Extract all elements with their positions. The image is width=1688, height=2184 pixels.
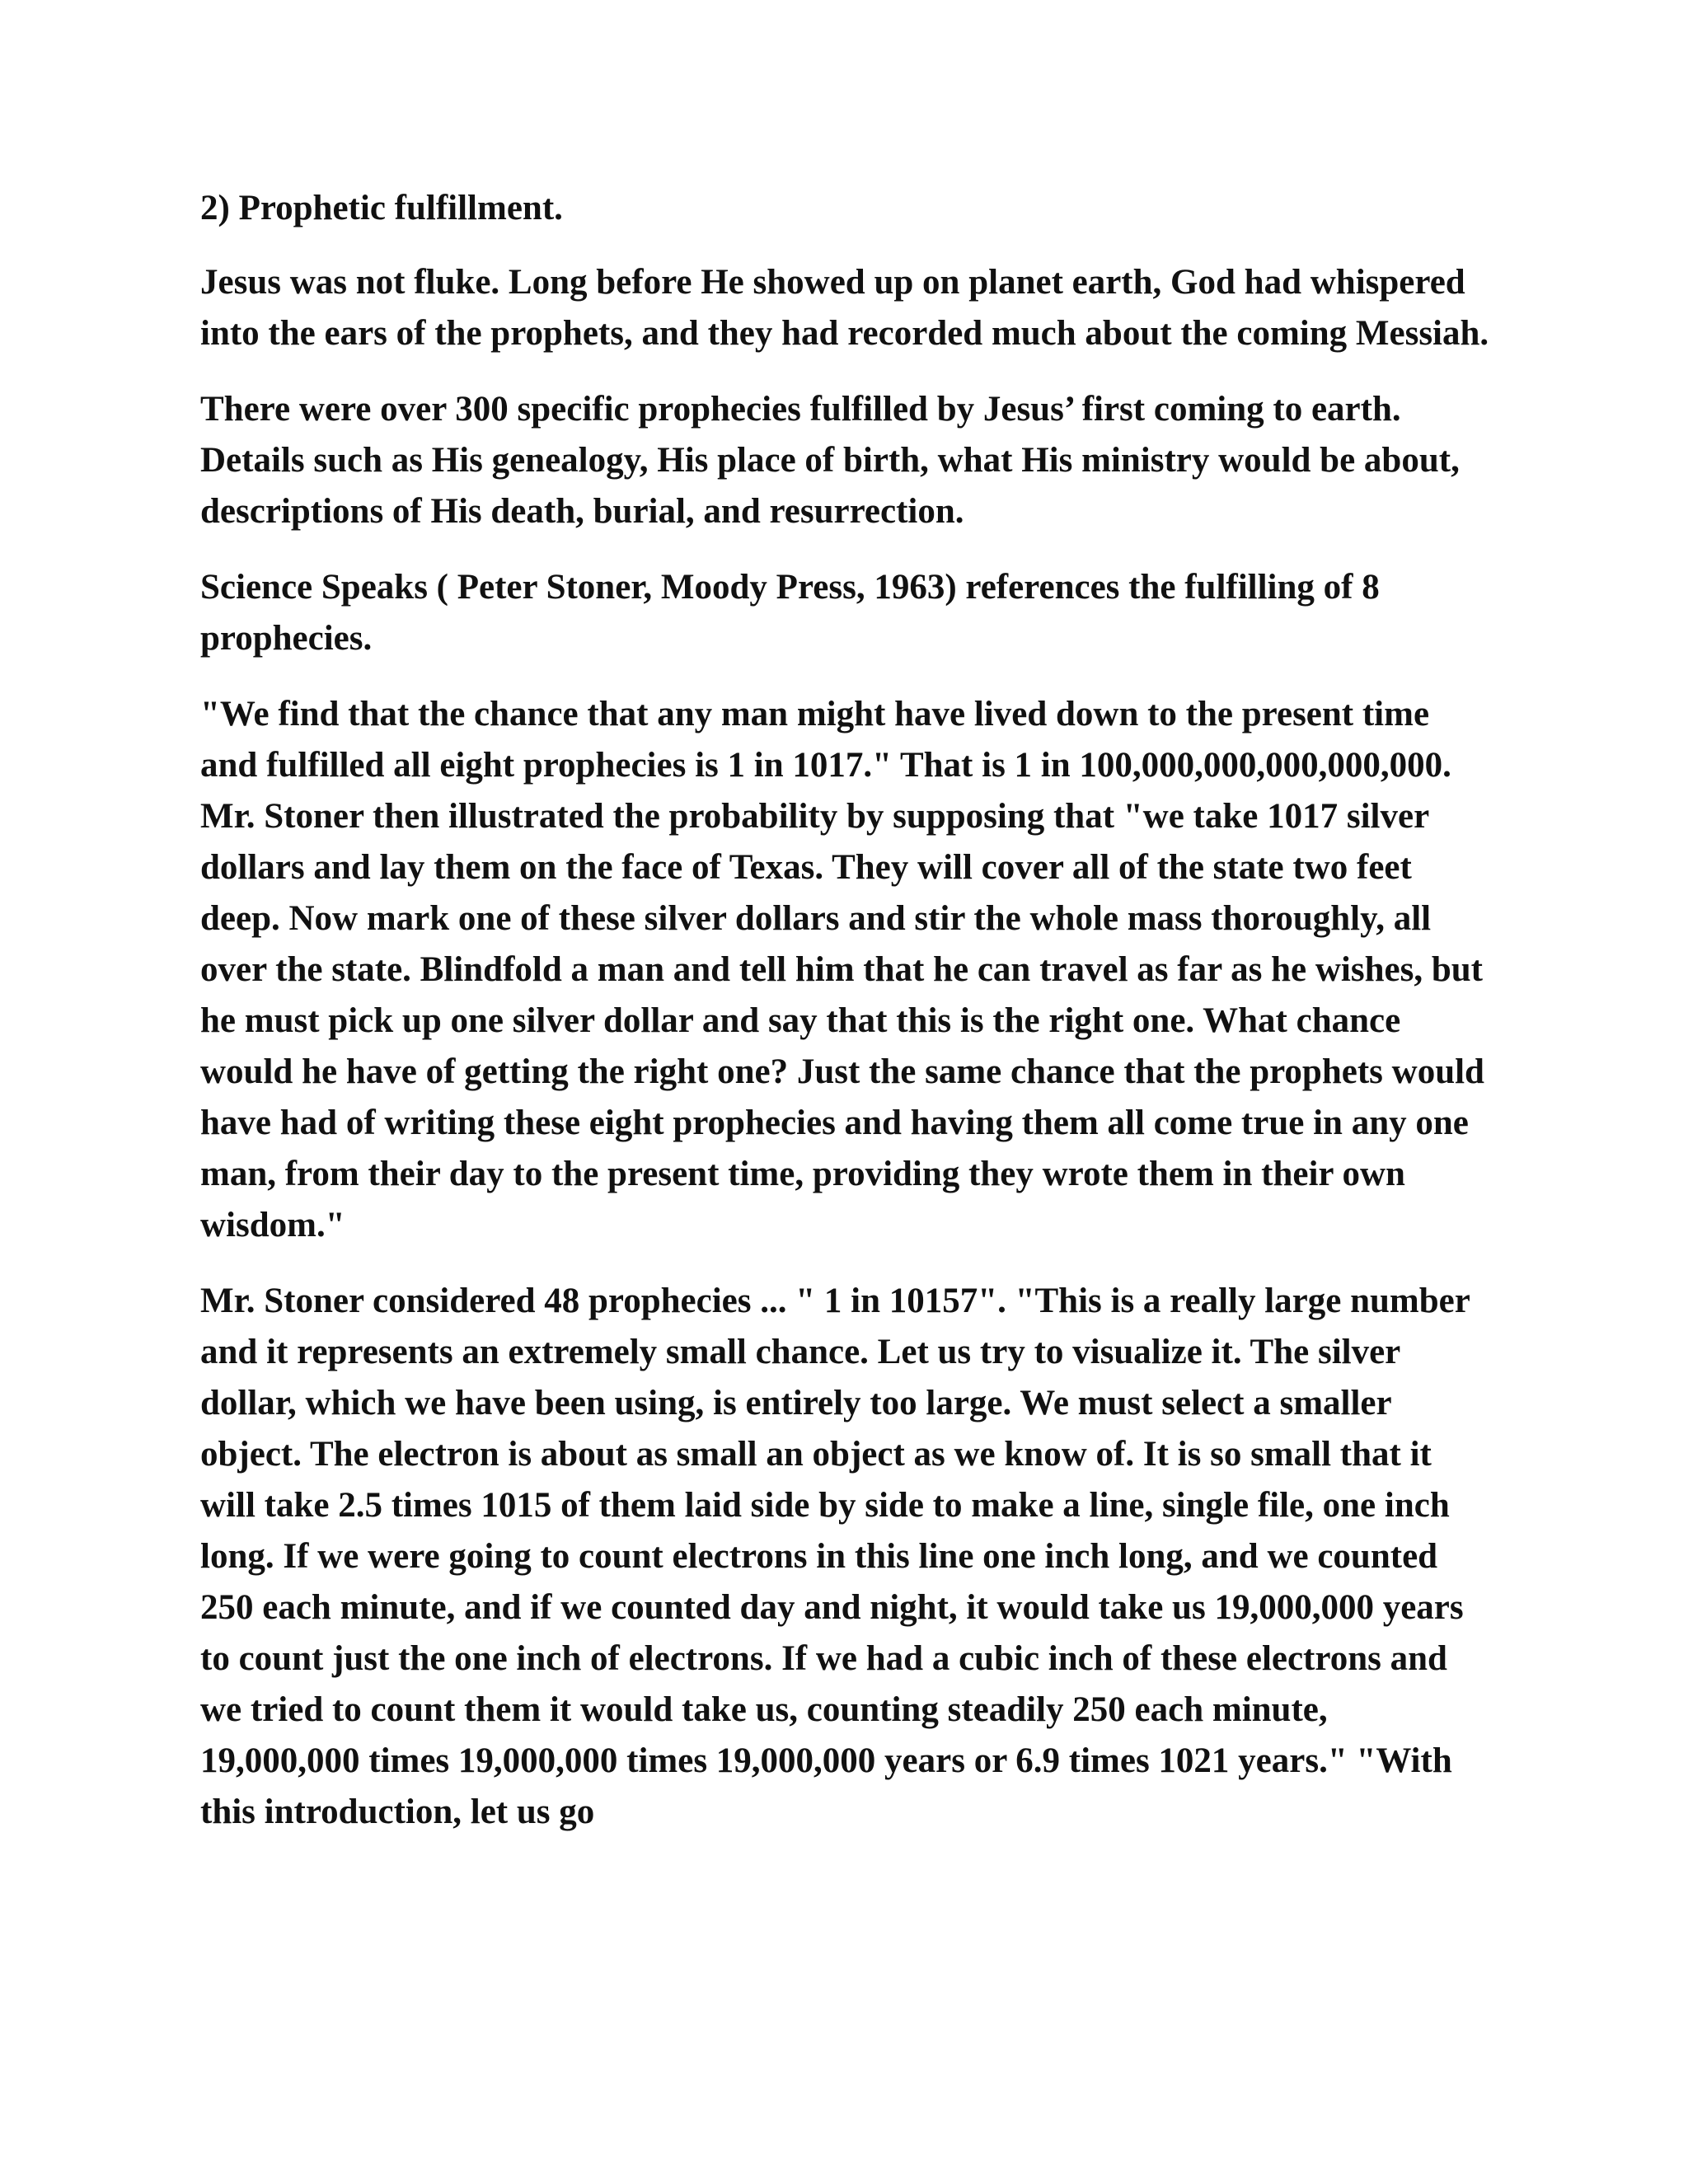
paragraph-source-reference: Science Speaks ( Peter Stoner, Moody Press, 1963) references the fulfilling of 8 prophecies.: [200, 568, 1380, 658]
section-heading: 2) Prophetic fulfillment.: [200, 189, 563, 227]
document-body: [200, 183, 1494, 1838]
paragraph-forty-eight-prophecies-quote: Mr. Stoner considered 48 prophecies ... " 1 in 10157". "This is a really large number and it represents an extremely small chance. Let us try to visualize it. The silver dollar, which we have been using, is entirely too large. We must select a smaller object. The electron is about as small an object as we know of. It is so small that it will take 2.5 times 1015 of them laid side by side to make a line, single file, one inch long. If we were going to count electrons in this line one inch long, and we counted 250 each minute, and if we counted day and night, it would take us 19,000,000 years to count just the one inch of electrons. If we had a cubic inch of these electrons and we tried to count them it would take us, counting steadily 250 each minute, 19,000,000 times 19,000,000 times 19,000,000 years or 6.9 times 1021 years." "With this introduction, let us go: [200, 1282, 1470, 1831]
paragraph-eight-prophecies-quote: "We find that the chance that any man might have lived down to the present time and fulfilled all eight prophecies is 1 in 1017." That is 1 in 100,000,000,000,000,000. Mr. Stoner then illustrated the probability by supposing that "we take 1017 silver dollars and lay them on the face of Texas. They will cover all of the state two feet deep. Now mark one of these silver dollars and stir the whole mass thoroughly, all over the state. Blindfold a man and tell him that he can travel as far as he wishes, but he must pick up one silver dollar and say that this is the right one. What chance would he have of getting the right one? Just the same chance that the prophets would have had of writing these eight prophecies and having them all come true in any one man, from their day to the present time, providing they wrote them in their own wisdom.": [200, 695, 1484, 1244]
paragraph-prophecies-count: There were over 300 specific prophecies fulfilled by Jesus’ first coming to earth. Details such as His genealogy, His place of birth, what His ministry would be about, descriptions of His death, burial, and resurrection.: [200, 390, 1460, 531]
paragraph-intro: Jesus was not fluke. Long before He showed up on planet earth, God had whispered into the ears of the prophets, and they had recorded much about the coming Messiah.: [200, 263, 1489, 353]
